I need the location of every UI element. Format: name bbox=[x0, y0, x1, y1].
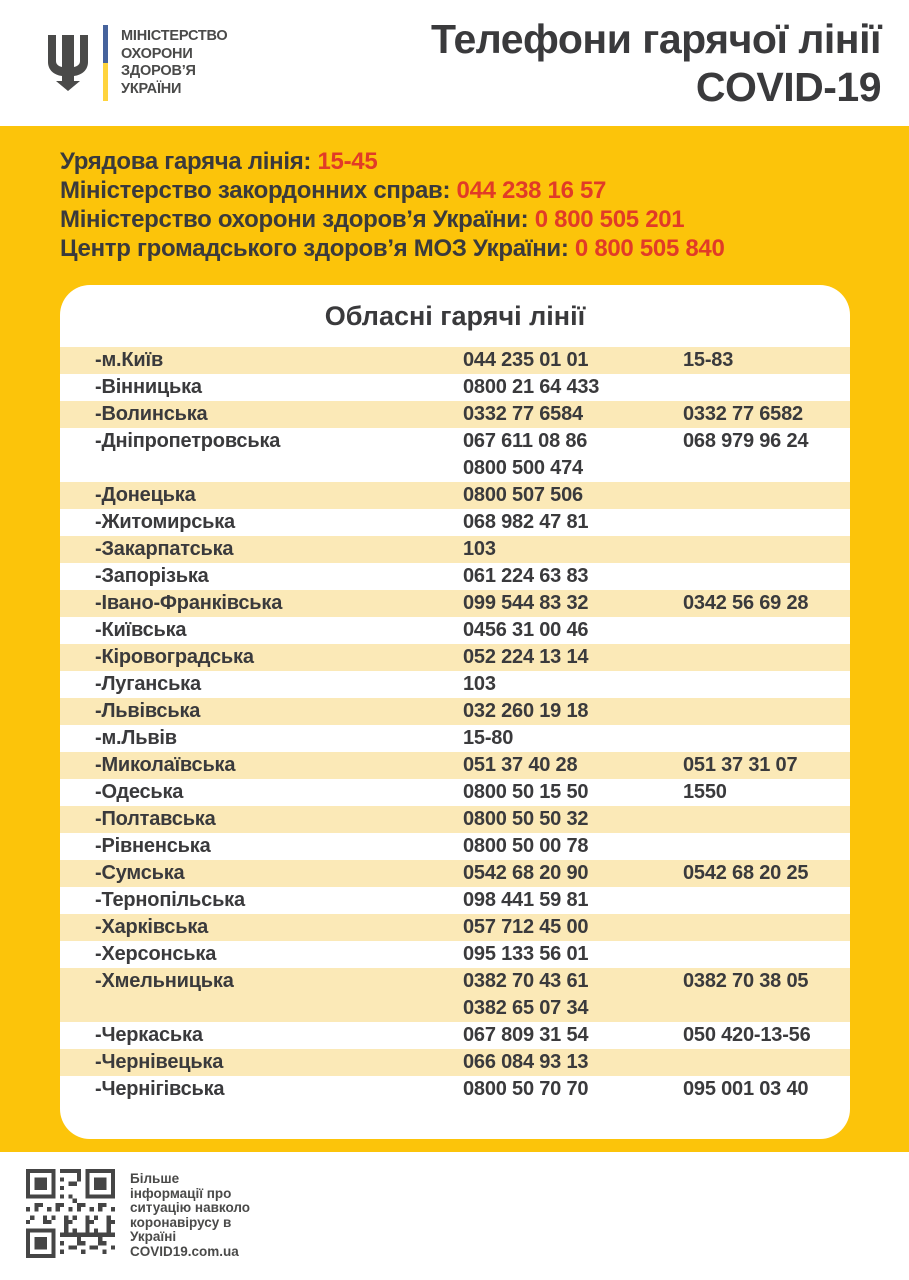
phone-number: 0800 50 70 70 bbox=[463, 1078, 589, 1100]
table-row bbox=[60, 671, 850, 698]
header bbox=[0, 0, 909, 126]
phone-primary bbox=[463, 374, 683, 401]
region-name: -Волинська bbox=[95, 403, 208, 425]
phone-number: 103 bbox=[463, 673, 496, 695]
phone-primary bbox=[463, 671, 683, 698]
phone-primary bbox=[463, 1076, 683, 1103]
phone-primary bbox=[463, 509, 683, 536]
phone-primary bbox=[463, 968, 683, 1022]
footer-text-line: Більше bbox=[130, 1171, 180, 1186]
footer-text-line: ситуацію навколо bbox=[130, 1200, 251, 1215]
card-title: Обласні гарячі лінії bbox=[324, 301, 586, 331]
phone-primary bbox=[463, 482, 683, 509]
table-row bbox=[60, 509, 850, 536]
table-row bbox=[60, 752, 850, 779]
region-name: -м.Київ bbox=[95, 349, 164, 371]
phone-primary bbox=[463, 617, 683, 644]
table-row bbox=[60, 347, 850, 374]
national-hotlines bbox=[0, 147, 909, 263]
table-row bbox=[60, 563, 850, 590]
trident-icon bbox=[46, 33, 90, 93]
region-name: -Черкаська bbox=[95, 1024, 203, 1046]
page-title-line1: Телефони гарячої лінії bbox=[430, 16, 881, 62]
phone-primary bbox=[463, 887, 683, 914]
ministry-name-line: МІНІСТЕРСТВО bbox=[121, 28, 228, 44]
phone-number: 044 235 01 01 bbox=[463, 349, 589, 371]
region-name: -Чернівецька bbox=[95, 1051, 224, 1073]
table-row bbox=[60, 779, 850, 806]
region-name: -Дніпропетровська bbox=[95, 430, 281, 452]
footer-info-text bbox=[130, 1169, 250, 1259]
region-name: -Луганська bbox=[95, 673, 201, 695]
table-row bbox=[60, 887, 850, 914]
phone-primary bbox=[463, 1049, 683, 1076]
table-row bbox=[60, 590, 850, 617]
flag-yellow-half bbox=[103, 63, 108, 101]
region-name: -Сумська bbox=[95, 862, 185, 884]
phone-number: 098 441 59 81 bbox=[463, 889, 589, 911]
phone-primary bbox=[463, 536, 683, 563]
region-name: -Вінницька bbox=[95, 376, 202, 398]
region-name: -Закарпатська bbox=[95, 538, 234, 560]
footer-text-line: Україні bbox=[130, 1229, 177, 1244]
regions-table bbox=[60, 347, 850, 1103]
phone-primary bbox=[463, 644, 683, 671]
region-name: -Івано-Франківська bbox=[95, 592, 283, 614]
region-name: -Чернігівська bbox=[95, 1078, 225, 1100]
phone-secondary: 0542 68 20 25 bbox=[683, 862, 809, 884]
flag-separator bbox=[103, 25, 108, 101]
hotline-line bbox=[60, 176, 909, 205]
phone-secondary: 068 979 96 24 bbox=[683, 430, 809, 452]
phone-secondary: 1550 bbox=[683, 781, 727, 803]
region-name: -Хмельницька bbox=[95, 970, 234, 992]
footer bbox=[0, 1152, 909, 1280]
phone-primary bbox=[463, 941, 683, 968]
phone-primary bbox=[463, 914, 683, 941]
hotline-number: 0 800 505 840 bbox=[574, 235, 725, 262]
phone-secondary: 15-83 bbox=[683, 349, 734, 371]
phone-number: 0382 65 07 34 bbox=[463, 997, 589, 1019]
table-row bbox=[60, 725, 850, 752]
table-row bbox=[60, 941, 850, 968]
region-name: -м.Львів bbox=[95, 727, 177, 749]
hotline-label: Урядова гаряча лінія: bbox=[60, 148, 318, 175]
hotline-number: 15-45 bbox=[317, 148, 378, 175]
flag-blue-half bbox=[103, 25, 108, 63]
footer-text-line: коронавірусу в bbox=[130, 1214, 232, 1230]
hotline-number: 044 238 16 57 bbox=[456, 177, 607, 204]
hotline-label: Міністерство закордонних справ: bbox=[60, 177, 457, 204]
phone-number: 15-80 bbox=[463, 727, 514, 749]
phone-number: 067 611 08 86 bbox=[463, 430, 588, 452]
region-name: -Харківська bbox=[95, 916, 209, 938]
phone-number: 0800 500 474 bbox=[463, 457, 583, 479]
phone-number: 099 544 83 32 bbox=[463, 592, 589, 614]
phone-number: 0800 21 64 433 bbox=[463, 376, 600, 398]
phone-secondary: 0332 77 6582 bbox=[683, 403, 803, 425]
phone-number: 103 bbox=[463, 538, 496, 560]
phone-number: 0800 50 00 78 bbox=[463, 835, 589, 857]
phone-primary bbox=[463, 725, 683, 752]
hotline-line bbox=[60, 205, 909, 234]
qr-code-icon bbox=[26, 1169, 115, 1258]
page-title-line2: COVID-19 bbox=[695, 64, 881, 110]
phone-primary bbox=[463, 563, 683, 590]
yellow-section bbox=[0, 126, 909, 1152]
hotline-number: 0 800 505 201 bbox=[534, 206, 685, 233]
footer-text-line: інформації про bbox=[130, 1185, 232, 1201]
phone-primary bbox=[463, 401, 683, 428]
phone-primary bbox=[463, 347, 683, 374]
table-row bbox=[60, 1076, 850, 1103]
regional-hotlines-card bbox=[60, 285, 850, 1139]
table-row bbox=[60, 401, 850, 428]
table-row bbox=[60, 617, 850, 644]
region-name: -Запорізька bbox=[95, 565, 209, 587]
region-name: -Житомирська bbox=[95, 511, 235, 533]
table-row bbox=[60, 644, 850, 671]
ministry-name-line: ОХОРОНИ bbox=[121, 45, 193, 62]
phone-number: 0456 31 00 46 bbox=[463, 619, 589, 641]
page-title bbox=[431, 15, 881, 111]
table-row bbox=[60, 428, 850, 482]
table-row bbox=[60, 833, 850, 860]
phone-number: 032 260 19 18 bbox=[463, 700, 589, 722]
region-name: -Полтавська bbox=[95, 808, 216, 830]
hotline-label: Міністерство охорони здоров’я України: bbox=[60, 206, 535, 233]
phone-number: 067 809 31 54 bbox=[463, 1024, 589, 1046]
table-row bbox=[60, 1022, 850, 1049]
phone-primary bbox=[463, 428, 683, 482]
table-row bbox=[60, 536, 850, 563]
hotline-line bbox=[60, 234, 909, 263]
region-name: -Миколаївська bbox=[95, 754, 236, 776]
region-name: -Рівненська bbox=[95, 835, 211, 857]
phone-primary bbox=[463, 833, 683, 860]
phone-primary bbox=[463, 590, 683, 617]
table-row bbox=[60, 698, 850, 725]
phone-number: 0332 77 6584 bbox=[463, 403, 583, 425]
phone-number: 057 712 45 00 bbox=[463, 916, 589, 938]
table-row bbox=[60, 374, 850, 401]
phone-secondary: 095 001 03 40 bbox=[683, 1078, 809, 1100]
region-name: -Донецька bbox=[95, 484, 196, 506]
region-name: -Одеська bbox=[95, 781, 184, 803]
footer-text-line: COVID19.com.ua bbox=[130, 1243, 239, 1259]
phone-secondary: 0342 56 69 28 bbox=[683, 592, 809, 614]
phone-primary bbox=[463, 698, 683, 725]
table-row bbox=[60, 914, 850, 941]
ministry-logo bbox=[46, 25, 228, 101]
hotline-label: Центр громадського здоров’я МОЗ України: bbox=[60, 235, 575, 262]
region-name: -Львівська bbox=[95, 700, 201, 722]
phone-primary bbox=[463, 752, 683, 779]
phone-secondary: 0382 70 38 05 bbox=[683, 970, 809, 992]
phone-primary bbox=[463, 860, 683, 887]
ministry-name bbox=[121, 28, 228, 98]
ministry-name-line: УКРАЇНИ bbox=[121, 80, 182, 97]
phone-number: 0800 507 506 bbox=[463, 484, 583, 506]
phone-primary bbox=[463, 1022, 683, 1049]
table-row bbox=[60, 860, 850, 887]
phone-number: 051 37 40 28 bbox=[463, 754, 578, 776]
region-name: -Тернопільська bbox=[95, 889, 245, 911]
phone-number: 052 224 13 14 bbox=[463, 646, 589, 668]
hotline-line bbox=[60, 147, 909, 176]
phone-number: 095 133 56 01 bbox=[463, 943, 589, 965]
table-row bbox=[60, 968, 850, 1022]
phone-primary bbox=[463, 806, 683, 833]
phone-number: 068 982 47 81 bbox=[463, 511, 589, 533]
phone-number: 066 084 93 13 bbox=[463, 1051, 589, 1073]
table-row bbox=[60, 482, 850, 509]
phone-number: 0800 50 50 32 bbox=[463, 808, 589, 830]
region-name: -Херсонська bbox=[95, 943, 217, 965]
table-row bbox=[60, 806, 850, 833]
phone-secondary: 051 37 31 07 bbox=[683, 754, 798, 776]
phone-primary bbox=[463, 779, 683, 806]
ministry-name-line: ЗДОРОВ’Я bbox=[121, 63, 196, 79]
phone-number: 061 224 63 83 bbox=[463, 565, 589, 587]
region-name: -Київська bbox=[95, 619, 187, 641]
region-name: -Кіровоградська bbox=[95, 646, 254, 668]
phone-number: 0382 70 43 61 bbox=[463, 970, 589, 992]
phone-number: 0542 68 20 90 bbox=[463, 862, 589, 884]
table-row bbox=[60, 1049, 850, 1076]
phone-secondary: 050 420-13-56 bbox=[683, 1024, 811, 1046]
phone-number: 0800 50 15 50 bbox=[463, 781, 589, 803]
